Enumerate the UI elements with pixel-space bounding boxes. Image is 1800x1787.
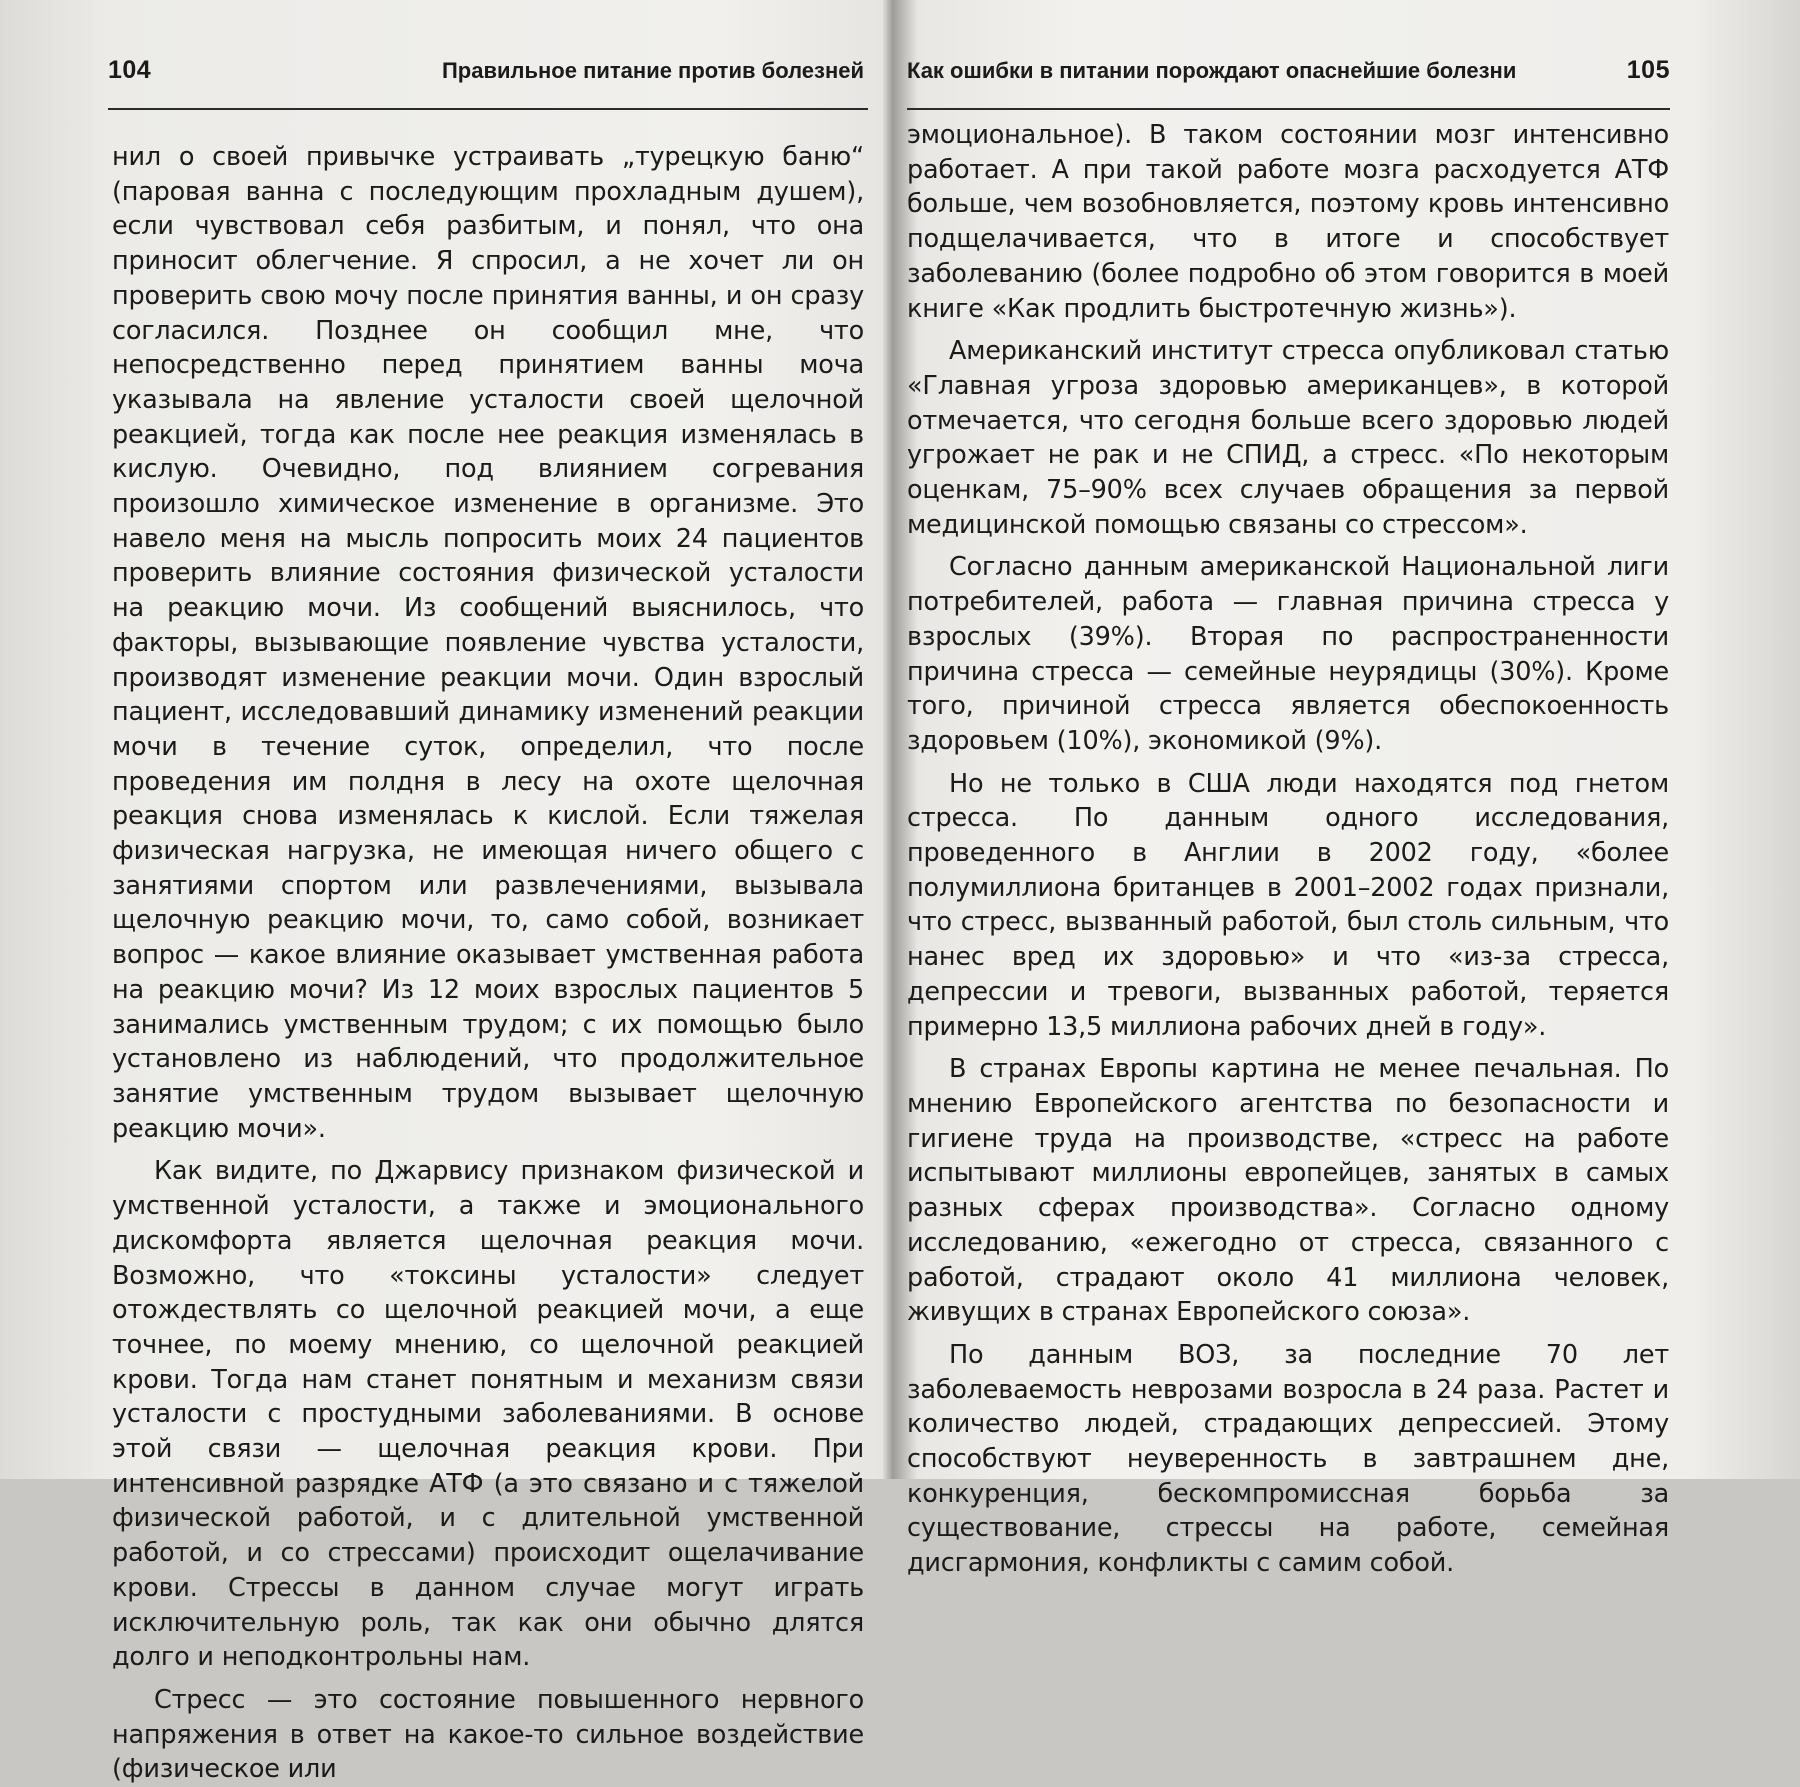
right-page: [895, 0, 1800, 1579]
paragraph: нил о своей привычке устраивать „турецкую баню“ (паровая ванна с последующим прохладным душем), если чувствовал себя разбитым, и понял, что она приносит облегчение. Я спросил, а не хочет ли он проверить свою мочу после принятия ванны, и он сразу согласился. Позднее он сообщил мне, что непосредственно перед принятием ванны моча указывала на явление усталости своей щелочной реакцией, тогда как после нее реакция изменялась в кислую. Очевидно, под влиянием согревания произошло химическое изменение в организме. Это навело меня на мысль попросить моих 24 пациентов проверить влияние состояния физической усталости на реакцию мочи. Из сообщений выяснилось, что факторы, вызывающие появление чувства усталости, производят изменение реакции мочи. Один взрослый пациент, исследовавший динамику изменений реакции мочи в течение суток, определил, что после проведения им полдня в лесу на охоте щелочная реакция снова изменялась к кислой. Если тяжелая физическая нагрузка, не имеющая ничего общего с занятиями спортом или развлечениями, вызывала щелочную реакцию мочи, то, само собой, возникает вопрос — какое влияние оказывает умственная работа на реакцию мочи? Из 12 моих взрослых пациентов 5 занимались умственным трудом; с их помощью было установлено из наблюдений, что продолжительное занятие умственным трудом вызывает щелочную реакцию мочи».: [112, 142, 864, 1144]
right-page-body: [907, 118, 1669, 1581]
paragraph: По данным ВОЗ, за последние 70 лет заболеваемость неврозами возросла в 24 раза. Растет и количество людей, страдающих депрессией. Этому способствуют неуверенность в завтрашнем дне, конкуренция, бескомпромиссная борьба за существование, стрессы на работе, семейная дисгармония, конфликты с самим собой.: [907, 1339, 1669, 1579]
paragraph: В странах Европы картина не менее печальная. По мнению Европейского агентства по безопасности и гигиене труда на производстве, «стресс на работе испытывают миллионы европейцев, занятых в самых разных сферах производства». Согласно одному исследованию, «ежегодно от стресса, связанного с работой, страдают около 41 миллиона человек, живущих в странах Европейского союза».: [907, 1054, 1669, 1328]
left-page-body: [112, 140, 864, 1787]
paragraph: Как видите, по Джарвису признаком физической и умственной усталости, а также и эмоционального дискомфорта является щелочная реакция мочи. Возможно, что «токсины усталости» следует отождествлять со щелочной реакцией мочи, а еще точнее, по моему мнению, со щелочной реакцией крови. Тогда нам станет понятным и механизм связи усталости с простудными заболеваниями. В основе этой связи — щелочная реакция крови. При интенсивной разрядке АТФ (а это связано и с тяжелой физической работой, и с длительной умственной работой, и со стрессами) происходит ощелачивание крови. Стрессы в данном случае могут играть исключительную роль, так как они обычно длятся долго и неподконтрольны нам.: [112, 1156, 864, 1673]
paragraph: Но не только в США люди находятся под гнетом стресса. По данным одного исследования, проведенного в Англии в 2002 году, «более полумиллиона британцев в 2001–2002 годах признали, что стресс, вызванный работой, был столь сильным, что нанес вред их здоровью» и что «из-за стресса, депрессии и тревоги, вызванных работой, теряется примерно 13,5 миллиона рабочих дней в году».: [907, 768, 1669, 1042]
left-page-header: [108, 52, 868, 110]
left-page: [0, 0, 880, 1785]
running-title: Правильное питание против болезней: [441, 58, 864, 83]
paragraph: эмоциональное). В таком состоянии мозг интенсивно работает. А при такой работе мозга расходуется АТФ больше, чем возобновляется, поэтому кровь интенсивно подщелачивается, что в итоге и способствует заболеванию (более подробно об этом говорится в моей книге «Как продлить быстротечную жизнь»).: [907, 120, 1669, 324]
right-page-header: [907, 52, 1670, 110]
running-title: Как ошибки в питании порождают опаснейшие болезни: [907, 58, 1517, 83]
paragraph: Американский институт стресса опубликовал статью «Главная угроза здоровью американцев», в которой отмечается, что сегодня больше всего здоровью людей угрожает не рак и не СПИД, а стресс. «По некоторым оценкам, 75–90% всех случаев обращения за первой медицинской помощью связаны со стрессом».: [907, 336, 1669, 540]
page-number: 105: [1626, 56, 1670, 84]
paragraph: Стресс — это состояние повышенного нервного напряжения в ответ на какое-то сильное воздействие (физическое или: [112, 1684, 864, 1785]
paragraph: Согласно данным американской Национальной лиги потребителей, работа — главная причина стресса у взрослых (39%). Вторая по распространенности причина стресса — семейные неурядицы (30%). Кроме того, причиной стресса является обеспокоенность здоровьем (10%), экономикой (9%).: [907, 552, 1669, 756]
page-number: 104: [108, 56, 152, 84]
